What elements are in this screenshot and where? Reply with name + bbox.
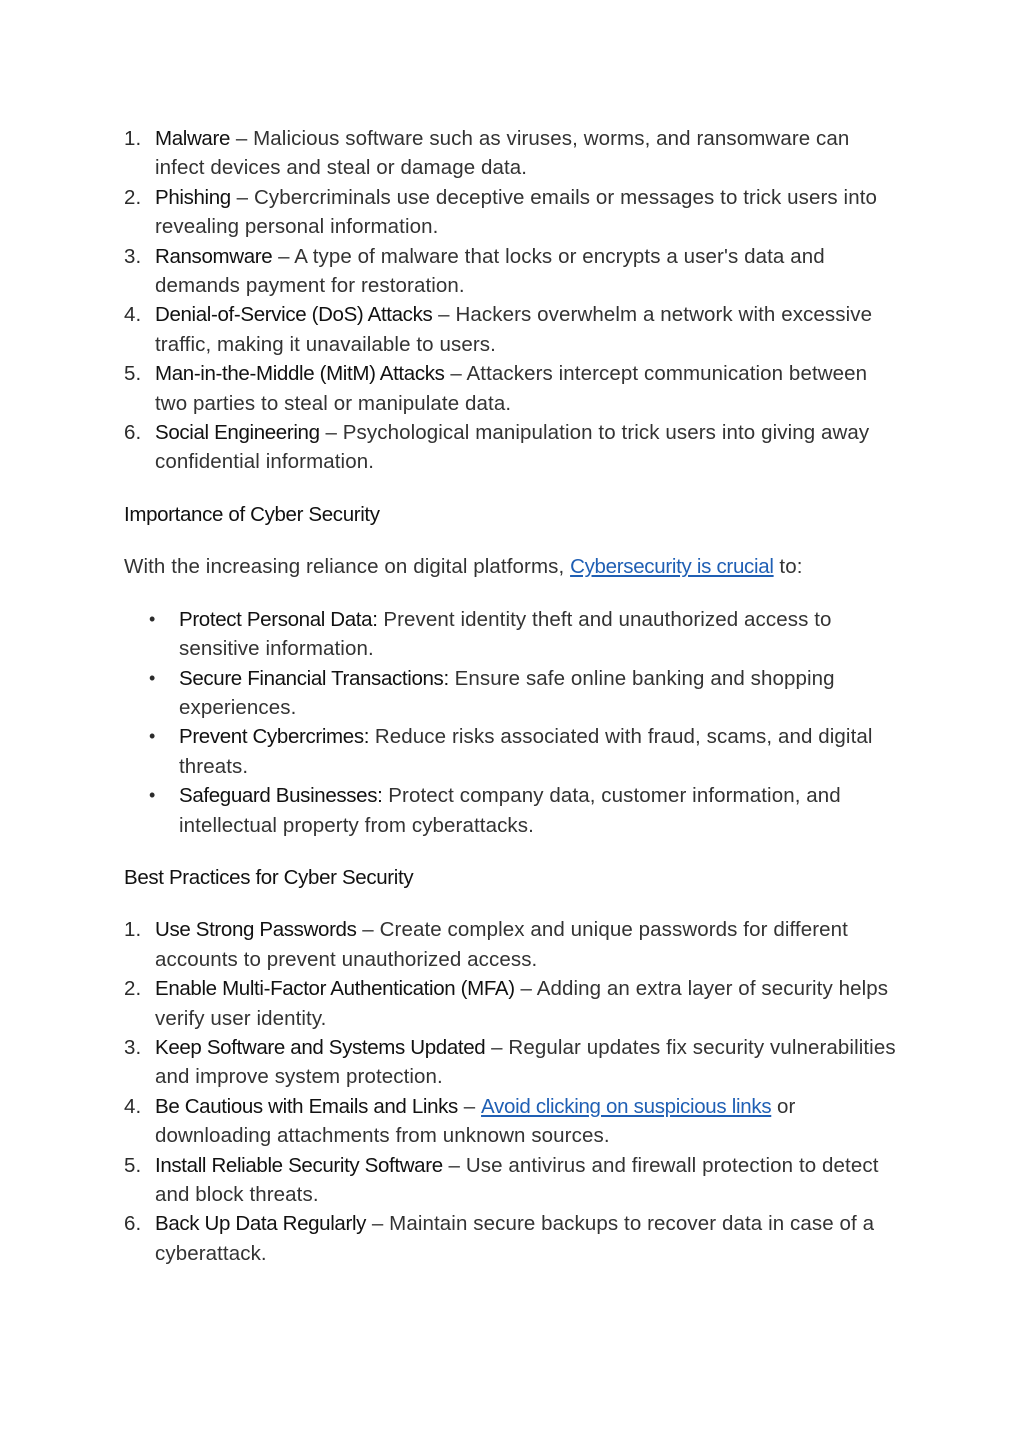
dash-separator: – xyxy=(230,127,254,150)
practice-description: Use antivirus and firewall protection to detect and block threats. xyxy=(155,1153,879,1206)
suspicious-links-link[interactable]: Avoid clicking on suspicious links xyxy=(481,1094,772,1118)
dash-separator: – xyxy=(356,918,380,942)
list-item xyxy=(124,1092,904,1151)
list-item xyxy=(149,722,904,781)
list-number: 2. xyxy=(124,977,142,1001)
threats-list xyxy=(124,124,904,477)
practice-term: Keep Software and Systems Updated xyxy=(155,1035,486,1059)
threat-description: Cybercriminals use deceptive emails or messages to trick users into revealing personal information. xyxy=(155,185,878,239)
practice-term: Use Strong Passwords xyxy=(155,918,357,942)
threat-description: Psychological manipulation to trick users into giving away confidential information. xyxy=(155,421,870,474)
intro-text: With the increasing reliance on digital platforms, xyxy=(124,555,571,579)
importance-term: Secure Financial Transactions: xyxy=(179,666,449,690)
threat-description: Attackers intercept communication between two parties to steal or manipulate data. xyxy=(155,362,868,415)
importance-term: Protect Personal Data: xyxy=(179,607,378,631)
bullet-icon: • xyxy=(149,785,156,806)
practice-description: Adding an extra layer of security helps verify user identity. xyxy=(155,977,889,1030)
list-item xyxy=(124,1151,904,1210)
document-content xyxy=(124,124,904,1268)
threat-term: Denial-of-Service (DoS) Attacks xyxy=(155,303,433,327)
list-number: 6. xyxy=(124,1212,142,1236)
list-item xyxy=(149,605,904,664)
threat-description: Malicious software such as viruses, worms, and ransomware can infect devices and steal or damage data. xyxy=(155,127,850,180)
list-number: 5. xyxy=(124,1153,142,1177)
dash-separator: – xyxy=(442,1153,466,1177)
list-number: 2. xyxy=(124,185,142,209)
dash-separator: – xyxy=(319,421,343,445)
section-heading-best-practices: Best Practices for Cyber Security xyxy=(124,865,414,889)
practice-description: Regular updates fix security vulnerabilities and improve system protection. xyxy=(155,1035,896,1089)
practice-description: or downloading attachments from unknown sources. xyxy=(155,1094,796,1148)
list-item xyxy=(124,359,904,418)
threat-description: A type of malware that locks or encrypts a user's data and demands payment for restoration. xyxy=(155,244,825,298)
practice-description: Maintain secure backups to recover data in case of a cyberattack. xyxy=(155,1212,875,1265)
dash-separator: – xyxy=(432,303,456,327)
importance-description: Prevent identity theft and unauthorized access to sensitive information. xyxy=(179,607,832,661)
list-item xyxy=(124,915,904,974)
practice-description: Create complex and unique passwords for different accounts to prevent unauthorized access. xyxy=(155,918,848,971)
list-item xyxy=(124,1033,904,1092)
intro-text-end: to: xyxy=(773,555,803,579)
section-heading-importance: Importance of Cyber Security xyxy=(124,502,380,526)
importance-description: Reduce risks associated with fraud, scams, and digital threats. xyxy=(179,725,873,778)
list-item xyxy=(124,1209,904,1268)
dash-separator: – xyxy=(514,977,537,1001)
practice-term: Install Reliable Security Software xyxy=(155,1153,443,1177)
threat-term: Phishing xyxy=(155,185,231,209)
list-item xyxy=(124,974,904,1033)
bullet-icon: • xyxy=(149,726,156,747)
dash-separator: – xyxy=(457,1094,482,1118)
importance-description: Protect company data, customer information, and intellectual property from cyberattacks. xyxy=(179,784,841,837)
practice-term: Enable Multi-Factor Authentication (MFA) xyxy=(155,977,515,1001)
importance-intro xyxy=(124,552,904,581)
threat-term: Ransomware xyxy=(155,244,273,268)
list-number: 3. xyxy=(124,1035,142,1059)
dash-separator: – xyxy=(272,244,295,268)
bullet-icon: • xyxy=(149,667,156,688)
list-item xyxy=(124,300,904,359)
list-number: 5. xyxy=(124,362,142,386)
list-number: 1. xyxy=(124,918,142,942)
list-number: 4. xyxy=(124,303,142,327)
threat-term: Man-in-the-Middle (MitM) Attacks xyxy=(155,362,445,386)
practice-term: Be Cautious with Emails and Links xyxy=(155,1094,458,1118)
bullet-icon: • xyxy=(149,608,156,629)
list-item xyxy=(149,781,904,840)
list-number: 4. xyxy=(124,1094,142,1118)
list-number: 3. xyxy=(124,244,142,268)
dash-separator: – xyxy=(485,1035,509,1059)
practice-term: Back Up Data Regularly xyxy=(155,1212,367,1236)
dash-separator: – xyxy=(366,1212,390,1236)
list-number: 1. xyxy=(124,127,142,150)
importance-list xyxy=(124,605,904,840)
list-item xyxy=(149,664,904,723)
best-practices-list xyxy=(124,915,904,1268)
importance-term: Prevent Cybercrimes: xyxy=(179,725,370,749)
list-number: 6. xyxy=(124,421,142,445)
threat-term: Malware xyxy=(155,127,231,150)
list-item xyxy=(124,124,904,183)
importance-term: Safeguard Businesses: xyxy=(179,784,383,808)
dash-separator: – xyxy=(230,185,254,209)
list-item xyxy=(124,418,904,477)
list-item xyxy=(124,183,904,242)
threat-description: Hackers overwhelm a network with excessive traffic, making it unavailable to users. xyxy=(155,303,873,356)
threat-term: Social Engineering xyxy=(155,421,320,445)
importance-description: Ensure safe online banking and shopping experiences. xyxy=(179,666,835,719)
list-item xyxy=(124,242,904,301)
dash-separator: – xyxy=(444,362,467,386)
cybersecurity-crucial-link[interactable]: Cybersecurity is crucial xyxy=(570,555,774,579)
